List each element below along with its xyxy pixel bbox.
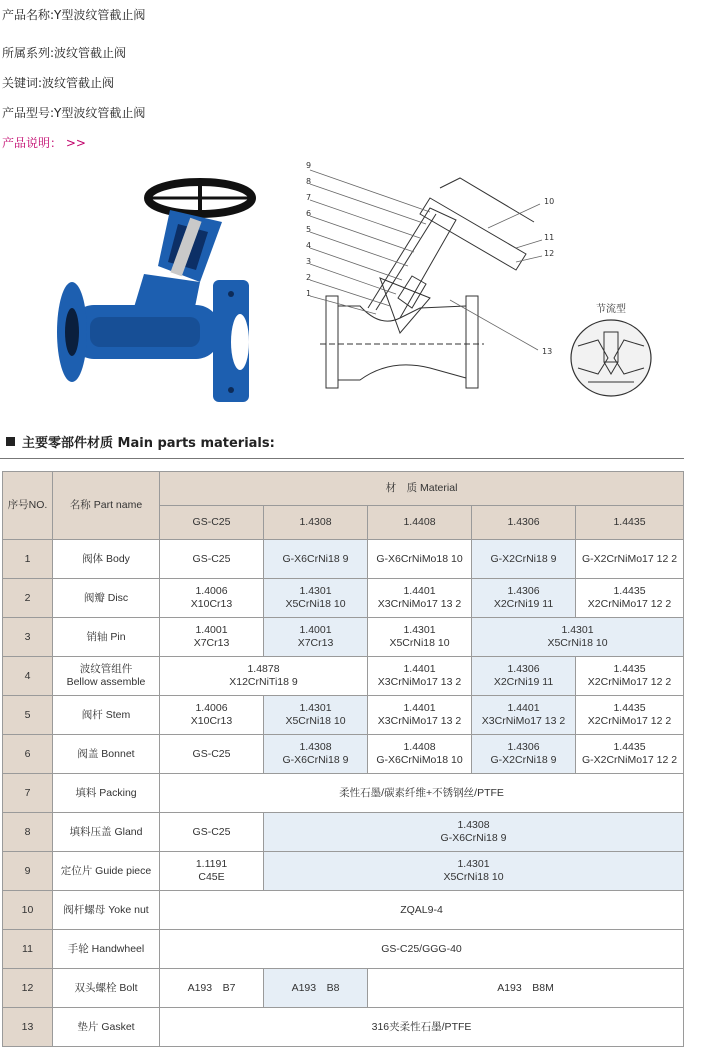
table-row	[3, 657, 684, 696]
row-number: 5	[3, 696, 53, 735]
material-line: 1.4301	[403, 624, 436, 636]
table-row	[3, 969, 684, 1008]
part-name	[53, 969, 160, 1008]
product-model-line: 产品型号:Y型波纹管截止阀	[2, 106, 146, 120]
material-cell	[264, 852, 684, 891]
material-cell	[472, 657, 576, 696]
material-line: 1.4006	[195, 585, 228, 597]
part-name	[53, 696, 160, 735]
part-name	[53, 813, 160, 852]
row-number: 11	[3, 930, 53, 969]
part-name	[53, 618, 160, 657]
material-line: X12CrNiTi18 9	[229, 676, 298, 688]
material-cell	[160, 969, 264, 1008]
material-cell	[472, 618, 684, 657]
product-series-line: 所属系列:波纹管截止阀	[2, 46, 127, 60]
row-number: 7	[3, 774, 53, 813]
material-cell	[160, 735, 264, 774]
part-name-text: 阀杆 Stem	[81, 708, 131, 721]
material-cell	[576, 657, 684, 696]
material-cell	[264, 618, 368, 657]
header-grade: 1.4308	[264, 506, 368, 540]
material-line: 1.4006	[195, 702, 228, 714]
part-name	[53, 930, 160, 969]
material-line: X3CrNiMo17 13 2	[377, 598, 462, 610]
part-name	[53, 891, 160, 930]
material-cell	[576, 696, 684, 735]
material-cell	[368, 618, 472, 657]
material-line: X3CrNiMo17 13 2	[377, 676, 462, 688]
callout-5: 5	[306, 225, 312, 234]
material-line: G-X2CrNiMo17 12 2	[581, 754, 678, 766]
material-line: G-X6CrNi18 9	[282, 754, 349, 766]
part-name-text: 手轮 Handwheel	[67, 942, 145, 955]
header-part-name: 名称 Part name	[53, 472, 160, 540]
material-cell	[160, 852, 264, 891]
material-line: G-X2CrNi18 9	[490, 754, 557, 766]
material-line: X5CrNi18 10	[547, 637, 608, 649]
material-line: 1.4435	[613, 663, 646, 675]
material-line: G-X2CrNiMo17 12 2	[581, 552, 678, 565]
callout-7: 7	[306, 193, 312, 202]
material-line: X10Cr13	[190, 598, 233, 610]
material-line: 1.4401	[403, 663, 436, 675]
material-cell	[160, 813, 264, 852]
material-cell	[160, 579, 264, 618]
material-line: G-X6CrNiMo18 10	[376, 754, 463, 766]
row-number: 3	[3, 618, 53, 657]
material-cell	[368, 969, 684, 1008]
material-line: A193 B7	[187, 981, 236, 994]
part-name-text: 双头螺栓 Bolt	[74, 981, 138, 994]
material-line: GS-C25	[192, 552, 231, 565]
material-cell	[576, 540, 684, 579]
callout-13: 13	[542, 347, 553, 356]
material-cell	[160, 618, 264, 657]
material-line: 1.4878	[247, 663, 280, 675]
material-line: ZQAL9-4	[400, 903, 443, 916]
material-line: C45E	[198, 871, 225, 883]
material-cell	[576, 735, 684, 774]
material-cell	[472, 540, 576, 579]
part-name-text: 阀瓣 Disc	[83, 591, 129, 604]
material-cell	[472, 696, 576, 735]
material-line: A193 B8M	[497, 981, 554, 994]
material-cell	[160, 774, 684, 813]
material-line: 1.4308	[299, 741, 332, 753]
callout-2: 2	[306, 273, 312, 282]
sectional-drawing	[280, 158, 570, 408]
material-cell	[160, 540, 264, 579]
row-number: 2	[3, 579, 53, 618]
material-line: X2CrNiMo17 12 2	[587, 676, 672, 688]
material-line: X10Cr13	[190, 715, 233, 727]
material-line: 1.1191	[195, 858, 228, 870]
part-name	[53, 657, 160, 696]
callout-10: 10	[544, 197, 555, 206]
material-line: X5CrNi18 10	[443, 871, 504, 883]
material-line: X5CrNi18 10	[285, 598, 346, 610]
row-number: 10	[3, 891, 53, 930]
material-cell	[264, 813, 684, 852]
part-name-text: 阀杆螺母 Yoke nut	[63, 903, 149, 916]
part-name-text: 定位片 Guide piece	[60, 864, 152, 877]
material-cell	[160, 1008, 684, 1047]
material-line: 1.4435	[613, 741, 646, 753]
material-line: 1.4306	[507, 585, 540, 597]
material-line: 1.4301	[561, 624, 594, 636]
material-cell	[368, 579, 472, 618]
material-line: 316夹柔性石墨/PTFE	[371, 1020, 472, 1033]
row-number: 8	[3, 813, 53, 852]
material-line: 1.4001	[195, 624, 228, 636]
table-row	[3, 579, 684, 618]
material-line: 1.4408	[403, 741, 436, 753]
material-cell	[368, 657, 472, 696]
header-material: 材 质 Material	[160, 472, 684, 506]
table-row	[3, 774, 684, 813]
row-number: 13	[3, 1008, 53, 1047]
part-name-text: 阀盖 Bonnet	[77, 747, 135, 760]
material-line: 1.4301	[457, 858, 490, 870]
valve-photo	[50, 170, 280, 405]
materials-table	[2, 471, 684, 1047]
table-row	[3, 891, 684, 930]
material-line: X2CrNi19 11	[493, 598, 554, 610]
product-images	[0, 158, 706, 408]
product-description-label: 产品说明： >>	[2, 136, 86, 150]
callout-3: 3	[306, 257, 312, 266]
header-no: 序号NO.	[3, 472, 53, 540]
header-grade: 1.4306	[472, 506, 576, 540]
part-name-text: 波纹管组件	[79, 663, 133, 675]
material-line: X3CrNiMo17 13 2	[481, 715, 566, 727]
material-line: 1.4401	[507, 702, 540, 714]
table-row	[3, 540, 684, 579]
material-line: X5CrNi18 10	[285, 715, 346, 727]
material-line: 1.4306	[507, 741, 540, 753]
header-grade: 1.4408	[368, 506, 472, 540]
material-cell	[472, 735, 576, 774]
material-cell	[160, 891, 684, 930]
part-name-text: 垫片 Gasket	[77, 1020, 135, 1033]
material-line: 1.4301	[299, 702, 332, 714]
part-name	[53, 852, 160, 891]
part-name-text: 填料压盖 Gland	[69, 825, 143, 838]
material-line: 1.4401	[403, 702, 436, 714]
part-name	[53, 774, 160, 813]
part-name	[53, 579, 160, 618]
throttle-label: 节流型	[596, 304, 626, 315]
material-cell	[160, 657, 368, 696]
divider	[0, 458, 684, 459]
row-number: 4	[3, 657, 53, 696]
material-line: X3CrNiMo17 13 2	[377, 715, 462, 727]
material-line: G-X6CrNi18 9	[282, 552, 349, 565]
material-cell	[368, 735, 472, 774]
part-name	[53, 735, 160, 774]
product-name-line: 产品名称:Y型波纹管截止阀	[2, 8, 146, 22]
table-row	[3, 813, 684, 852]
part-name	[53, 540, 160, 579]
material-line: A193 B8	[291, 981, 340, 994]
material-line: 1.4308	[457, 819, 490, 831]
material-cell	[264, 540, 368, 579]
part-name-text-en: Bellow assemble	[66, 676, 146, 688]
material-cell	[576, 579, 684, 618]
table-row	[3, 735, 684, 774]
callout-1: 1	[306, 289, 312, 298]
material-line: G-X6CrNi18 9	[440, 832, 507, 844]
row-number: 12	[3, 969, 53, 1008]
row-number: 1	[3, 540, 53, 579]
callout-8: 8	[306, 177, 312, 186]
material-line: G-X2CrNi18 9	[490, 552, 557, 565]
material-line: 1.4435	[613, 585, 646, 597]
material-cell	[264, 969, 368, 1008]
material-line: X2CrNi19 11	[493, 676, 554, 688]
material-line: 1.4306	[507, 663, 540, 675]
material-line: GS-C25	[192, 825, 231, 838]
part-name	[53, 1008, 160, 1047]
callout-4: 4	[306, 241, 312, 250]
square-bullet-icon	[6, 437, 15, 446]
callout-9: 9	[306, 161, 312, 170]
material-line: 柔性石墨/碳素纤维+不锈钢丝/PTFE	[339, 786, 504, 799]
material-line: GS-C25	[192, 747, 231, 760]
material-line: GS-C25/GGG-40	[381, 942, 462, 955]
material-cell	[160, 930, 684, 969]
material-line: X2CrNiMo17 12 2	[587, 598, 672, 610]
table-row	[3, 852, 684, 891]
material-cell	[264, 579, 368, 618]
material-line: X7Cr13	[193, 637, 230, 649]
material-cell	[472, 579, 576, 618]
material-cell	[264, 735, 368, 774]
material-cell	[368, 696, 472, 735]
header-grade: GS-C25	[160, 506, 264, 540]
row-number: 6	[3, 735, 53, 774]
material-cell	[368, 540, 472, 579]
material-line: 1.4401	[403, 585, 436, 597]
callout-11: 11	[544, 233, 555, 242]
material-line: 1.4301	[299, 585, 332, 597]
material-line: G-X6CrNiMo18 10	[376, 552, 463, 565]
header-grade: 1.4435	[576, 506, 684, 540]
table-row	[3, 696, 684, 735]
material-line: X7Cr13	[297, 637, 334, 649]
table-row	[3, 930, 684, 969]
material-cell	[264, 696, 368, 735]
material-line: 1.4001	[299, 624, 332, 636]
material-line: X5CrNi18 10	[389, 637, 450, 649]
callout-6: 6	[306, 209, 312, 218]
section-title: 主要零部件材质 Main parts materials:	[6, 432, 275, 451]
part-name-text: 填料 Packing	[75, 786, 137, 799]
material-line: 1.4435	[613, 702, 646, 714]
part-name-text: 销轴 Pin	[86, 630, 126, 643]
table-row	[3, 1008, 684, 1047]
row-number: 9	[3, 852, 53, 891]
part-name-text: 阀体 Body	[82, 552, 130, 565]
table-row	[3, 618, 684, 657]
material-cell	[160, 696, 264, 735]
throttle-detail-drawing	[568, 318, 654, 398]
callout-12: 12	[544, 249, 555, 258]
material-line: X2CrNiMo17 12 2	[587, 715, 672, 727]
product-keywords-line: 关键词:波纹管截止阀	[2, 76, 115, 90]
